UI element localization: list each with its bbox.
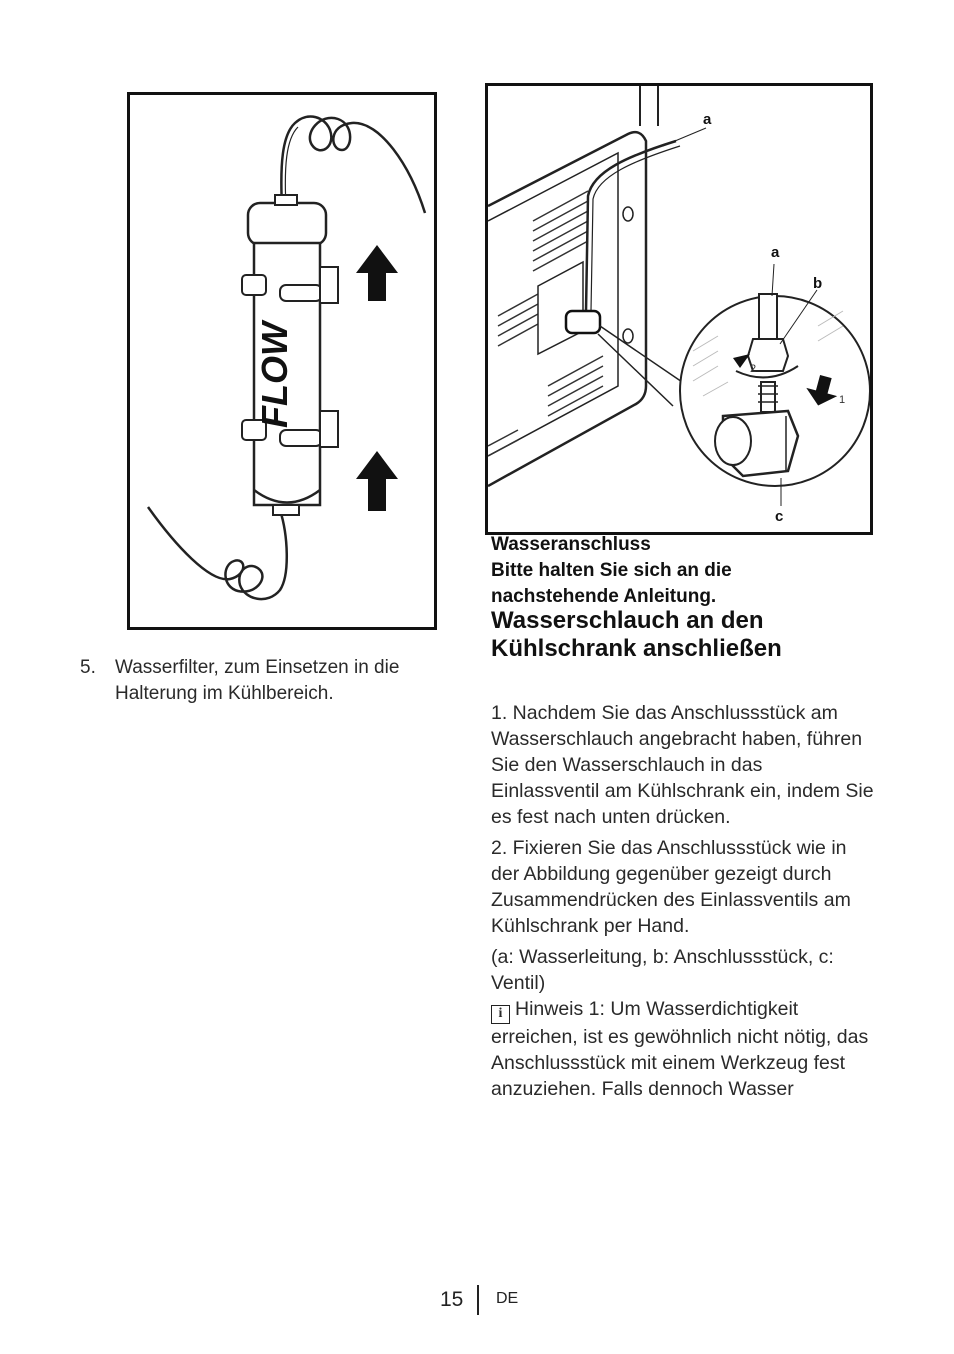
top-tube xyxy=(281,117,425,213)
fitting-small xyxy=(566,311,600,333)
note-text: Hinweis 1: Um Wasserdichtigkeit erreichen, ist es gewöhnlich nicht nötig, das Anschlussstück mit einem Werkzeug fest anzuziehen. Falls dennoch Wasser xyxy=(491,998,869,1100)
language-code: DE xyxy=(496,1290,519,1307)
step-2-label: 2 xyxy=(750,363,757,375)
footer-divider xyxy=(477,1285,479,1315)
instructions-body xyxy=(491,700,876,1107)
legend-paragraph: (a: Wasserleitung, b: Anschlussstück, c: Ventil) xyxy=(491,946,834,994)
section-heading xyxy=(491,532,871,610)
flow-label: FLOW xyxy=(254,322,295,428)
section-subtitle-line: Bitte halten Sie sich an die xyxy=(491,560,732,581)
filter-cap xyxy=(248,203,326,245)
screw-icon xyxy=(623,207,633,221)
water-connection-illustration xyxy=(488,86,870,532)
caption-number: 5. xyxy=(80,657,96,678)
label-c: c xyxy=(775,508,784,525)
label-a: a xyxy=(771,244,780,261)
page-title: Wasserschlauch an den Kühlschrank anschließen xyxy=(491,607,782,662)
flow-arrow-up-icon xyxy=(356,245,398,301)
info-icon: i xyxy=(491,1005,510,1024)
label-a-top: a xyxy=(703,111,712,128)
instruction-paragraph: 1. Nachdem Sie das Anschlussstück am Wasserschlauch angebracht haben, führen Sie den Wasserschlauch in das Einlassventil am Kühlschrank ein, indem Sie es fest nach unten drücken. xyxy=(491,702,874,828)
water-line xyxy=(586,141,676,311)
step-1-label: 1 xyxy=(839,394,846,406)
caption-text: Wasserfilter, zum Einsetzen in die Halterung im Kühlbereich. xyxy=(115,657,400,704)
label-b: b xyxy=(813,275,823,292)
water-connection-figure xyxy=(485,83,873,535)
bottom-tube xyxy=(148,507,287,599)
instruction-paragraph: 2. Fixieren Sie das Anschlussstück wie in der Abbildung gegenüber gezeigt durch Zusammendrücken des Einlassventils am Kühlschrank per Hand. xyxy=(491,837,851,937)
water-filter-illustration xyxy=(130,95,434,627)
section-subtitle-line: nachstehende Anleitung. xyxy=(491,586,717,607)
water-filter-figure xyxy=(127,92,437,630)
flow-arrow-up-icon xyxy=(356,451,398,511)
page-number: 15 xyxy=(440,1288,464,1311)
note-paragraph xyxy=(491,996,876,1102)
section-title: Wasseranschluss xyxy=(491,534,651,555)
screw-icon xyxy=(623,329,633,343)
